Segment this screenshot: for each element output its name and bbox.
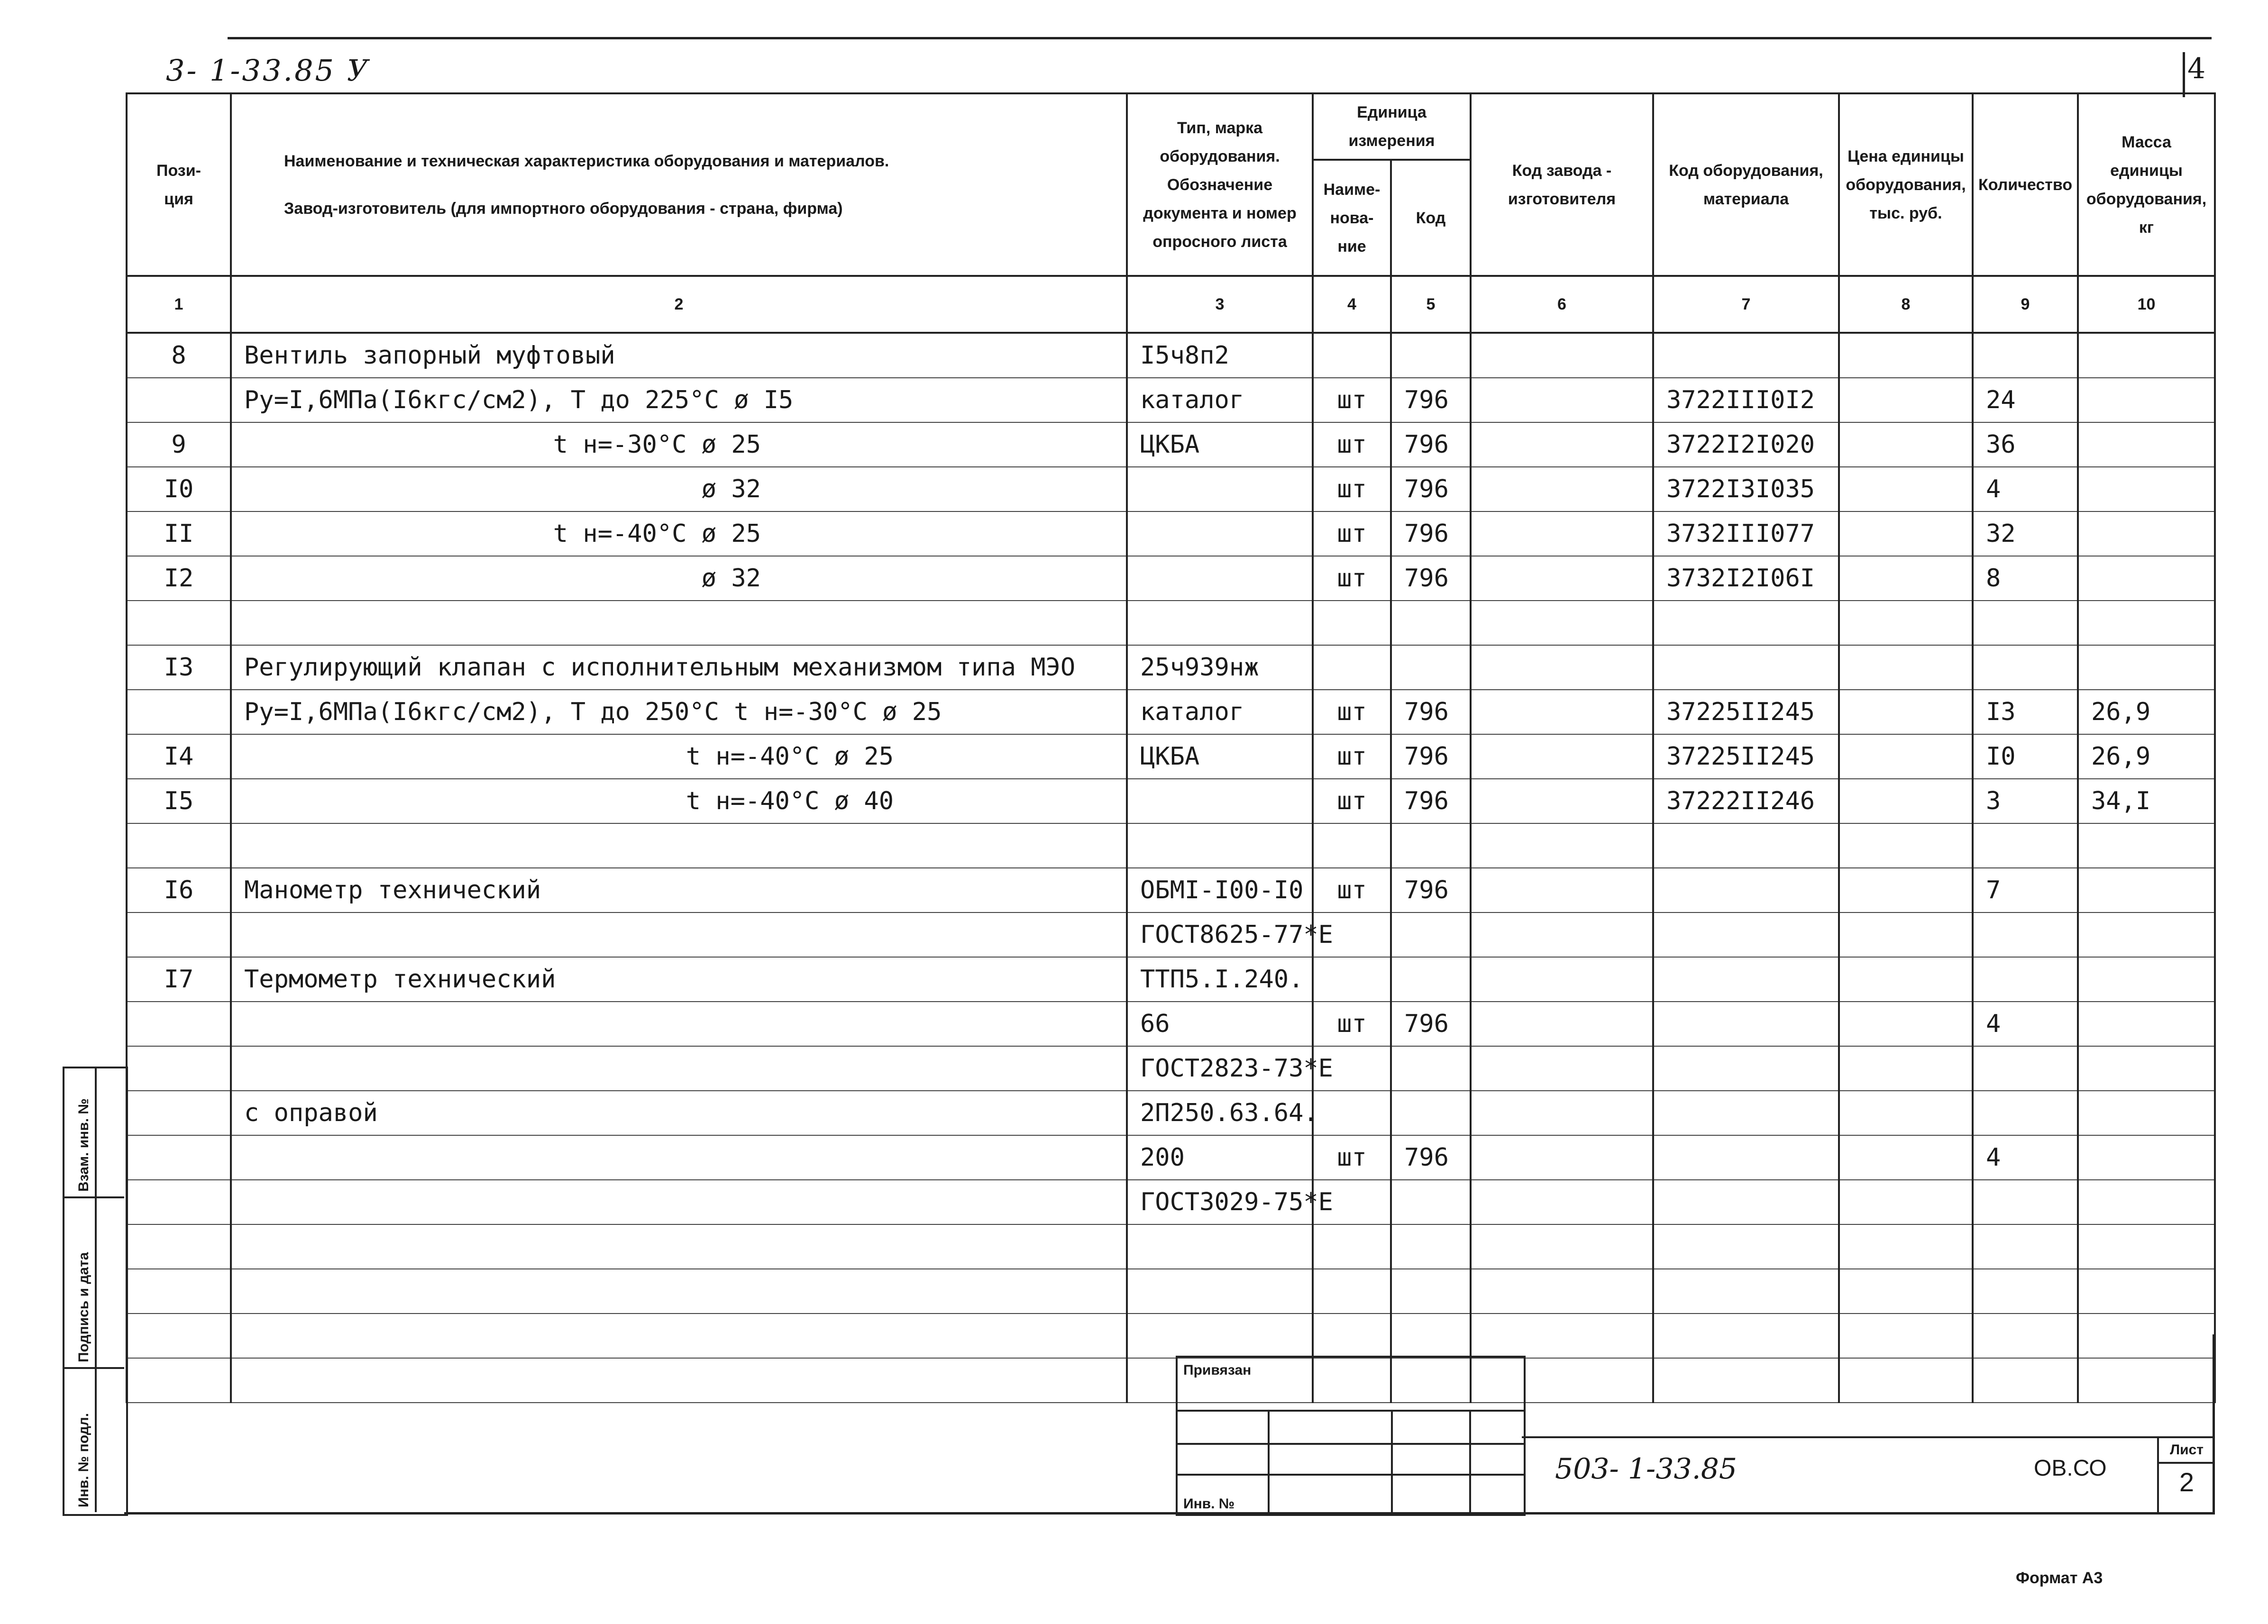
table-row [127, 1135, 2215, 1180]
cell-price [1839, 1224, 1973, 1269]
cell-uc [1391, 912, 1471, 957]
cell-pos [127, 1002, 231, 1046]
cell-uc: 796 [1391, 556, 1471, 601]
privyazan-label: Привязан [1183, 1362, 1252, 1378]
cell-pos [127, 912, 231, 957]
cell-un: шт [1313, 868, 1391, 912]
cell-uc: 796 [1391, 868, 1471, 912]
col-number: 2 [231, 276, 1127, 333]
cell-fc [1471, 1269, 1653, 1314]
cell-name: с оправой [231, 1091, 1127, 1135]
cell-mass [2078, 912, 2215, 957]
format-label: Формат А3 [2016, 1569, 2103, 1587]
cell-uc [1391, 1224, 1471, 1269]
cell-mass: 26,9 [2078, 734, 2215, 779]
col-number: 7 [1653, 276, 1839, 333]
table-row [127, 467, 2215, 511]
cell-uc: 796 [1391, 779, 1471, 823]
sidebar-podpis-label: Подпись и дата [76, 1252, 91, 1362]
cell-fc [1471, 556, 1653, 601]
cell-name: t н=-30°С ø 25 [231, 422, 1127, 467]
cell-mass [2078, 1180, 2215, 1224]
cell-un: шт [1313, 422, 1391, 467]
cell-uc: 796 [1391, 511, 1471, 556]
cell-qty [1973, 1224, 2078, 1269]
cell-pos [127, 1180, 231, 1224]
cell-price [1839, 601, 1973, 645]
table-row [127, 1269, 2215, 1314]
cell-un [1313, 1224, 1391, 1269]
cell-pos: I7 [127, 957, 231, 1002]
cell-type [1127, 779, 1313, 823]
cell-price [1839, 1091, 1973, 1135]
cell-price [1839, 779, 1973, 823]
cell-fc [1471, 511, 1653, 556]
table-row [127, 1046, 2215, 1091]
cell-name: Ру=I,6МПа(I6кгс/см2), Т до 225°С ø I5 [231, 378, 1127, 422]
cell-type: 2П250.63.64. [1127, 1091, 1313, 1135]
cell-price [1839, 333, 1973, 378]
cell-pos [127, 1135, 231, 1180]
cell-uc [1391, 823, 1471, 868]
cell-mass [2078, 511, 2215, 556]
cell-ec [1653, 868, 1839, 912]
cell-fc [1471, 912, 1653, 957]
cell-type [1127, 1269, 1313, 1314]
cell-mass [2078, 467, 2215, 511]
cell-name [231, 1269, 1127, 1314]
cell-un [1313, 1091, 1391, 1135]
col-header-equip-code: Код оборудования, материала [1653, 93, 1839, 276]
cell-type [1127, 467, 1313, 511]
cell-qty [1973, 957, 2078, 1002]
cell-qty: 8 [1973, 556, 2078, 601]
table-row [127, 1091, 2215, 1135]
cell-uc: 796 [1391, 734, 1471, 779]
cell-qty: 36 [1973, 422, 2078, 467]
cell-fc [1471, 1180, 1653, 1224]
cell-mass [2078, 1091, 2215, 1135]
cell-pos [127, 601, 231, 645]
cell-qty: 7 [1973, 868, 2078, 912]
sidebar-inv-label: Инв. № подл. [76, 1413, 91, 1507]
table-row [127, 645, 2215, 690]
cell-price [1839, 1269, 1973, 1314]
cell-un: шт [1313, 1135, 1391, 1180]
cell-un [1313, 333, 1391, 378]
cell-price [1839, 645, 1973, 690]
table-row [127, 734, 2215, 779]
cell-pos: I5 [127, 779, 231, 823]
cell-name: Термометр технический [231, 957, 1127, 1002]
cell-mass [2078, 1224, 2215, 1269]
title-stamp [1522, 1436, 2213, 1514]
cell-qty [1973, 645, 2078, 690]
cell-price [1839, 467, 1973, 511]
col-number: 9 [1973, 276, 2078, 333]
cell-type: каталог [1127, 378, 1313, 422]
table-row [127, 601, 2215, 645]
cell-fc [1471, 601, 1653, 645]
cell-mass [2078, 1135, 2215, 1180]
cell-qty: 32 [1973, 511, 2078, 556]
cell-type [1127, 1224, 1313, 1269]
table-row [127, 556, 2215, 601]
cell-qty: 4 [1973, 467, 2078, 511]
cell-un: шт [1313, 779, 1391, 823]
cell-un: шт [1313, 1002, 1391, 1046]
cell-pos [127, 1269, 231, 1314]
page-number-divider [2183, 52, 2185, 97]
cell-mass: 34,I [2078, 779, 2215, 823]
cell-ec [1653, 645, 1839, 690]
cell-price [1839, 422, 1973, 467]
cell-mass [2078, 601, 2215, 645]
top-border-line [228, 37, 2212, 39]
cell-un: шт [1313, 467, 1391, 511]
inv-no-label: Инв. № [1183, 1496, 1235, 1512]
specification-table [126, 92, 2216, 1403]
cell-ec [1653, 957, 1839, 1002]
cell-name [231, 912, 1127, 957]
stamp-doc-code: 503- 1-33.85 [1555, 1452, 1738, 1486]
col-header-pos: Пози- ция [127, 93, 231, 276]
cell-uc [1391, 333, 1471, 378]
cell-qty: I3 [1973, 690, 2078, 734]
cell-price [1839, 823, 1973, 868]
cell-uc [1391, 601, 1471, 645]
cell-qty [1973, 823, 2078, 868]
cell-fc [1471, 690, 1653, 734]
cell-fc [1471, 467, 1653, 511]
cell-pos [127, 378, 231, 422]
cell-mass [2078, 422, 2215, 467]
cell-ec [1653, 1002, 1839, 1046]
col-header-unit-code: Код [1391, 160, 1471, 276]
cell-price [1839, 957, 1973, 1002]
cell-uc: 796 [1391, 1135, 1471, 1180]
col-header-unit-name: Наиме-нова-ние [1313, 160, 1391, 276]
cell-ec [1653, 1224, 1839, 1269]
col-number: 5 [1391, 276, 1471, 333]
cell-price [1839, 1135, 1973, 1180]
sidebar-inv [64, 1369, 124, 1512]
page-number-top: 4 [2187, 52, 2206, 85]
cell-ec: 37225II245 [1653, 734, 1839, 779]
cell-uc [1391, 645, 1471, 690]
table-row [127, 823, 2215, 868]
cell-uc: 796 [1391, 467, 1471, 511]
cell-ec [1653, 1269, 1839, 1314]
table-row [127, 957, 2215, 1002]
cell-uc: 796 [1391, 378, 1471, 422]
col-number: 6 [1471, 276, 1653, 333]
sidebar-podpis [64, 1198, 124, 1369]
cell-price [1839, 912, 1973, 957]
cell-ec: 3722III0I2 [1653, 378, 1839, 422]
cell-uc [1391, 1269, 1471, 1314]
cell-fc [1471, 868, 1653, 912]
cell-ec [1653, 912, 1839, 957]
cell-name: t н=-40°С ø 25 [231, 511, 1127, 556]
cell-uc [1391, 957, 1471, 1002]
cell-type: 200 [1127, 1135, 1313, 1180]
sheet-box [2157, 1438, 2214, 1514]
col-number: 8 [1839, 276, 1973, 333]
sheet-value: 2 [2179, 1467, 2195, 1497]
cell-ec [1653, 333, 1839, 378]
cell-name [231, 1224, 1127, 1269]
cell-name: ø 32 [231, 467, 1127, 511]
cell-un [1313, 957, 1391, 1002]
col-header-factory-code: Код завода - изготовителя [1471, 93, 1653, 276]
col-number: 1 [127, 276, 231, 333]
cell-type: ЦКБА [1127, 422, 1313, 467]
cell-fc [1471, 823, 1653, 868]
cell-uc: 796 [1391, 1002, 1471, 1046]
cell-name [231, 823, 1127, 868]
cell-fc [1471, 957, 1653, 1002]
col-number: 4 [1313, 276, 1391, 333]
cell-ec: 3732I2I06I [1653, 556, 1839, 601]
cell-un: шт [1313, 556, 1391, 601]
cell-ec [1653, 1091, 1839, 1135]
cell-fc [1471, 1046, 1653, 1091]
cell-qty [1973, 912, 2078, 957]
stamp-mark: ОВ.СО [2034, 1456, 2107, 1481]
cell-name: Манометр технический [231, 868, 1127, 912]
cell-fc [1471, 1135, 1653, 1180]
cell-pos [127, 823, 231, 868]
cell-uc [1391, 1180, 1471, 1224]
cell-un [1313, 823, 1391, 868]
col-header-name: Наименование и техническая характеристика оборудования и материалов. Завод-изготовитель (для импортного оборудования - страна, фирма) [231, 93, 1127, 276]
cell-type: ГОСТ3029-75*Е [1127, 1180, 1313, 1224]
cell-fc [1471, 645, 1653, 690]
cell-mass [2078, 556, 2215, 601]
cell-ec [1653, 1135, 1839, 1180]
table-row [127, 912, 2215, 957]
cell-type: 25ч939нж [1127, 645, 1313, 690]
cell-price [1839, 378, 1973, 422]
cell-un: шт [1313, 378, 1391, 422]
cell-type [1127, 823, 1313, 868]
col-header-mass: Масса единицы оборудования, кг [2078, 93, 2215, 276]
cell-price [1839, 1002, 1973, 1046]
cell-fc [1471, 1091, 1653, 1135]
cell-name: t н=-40°С ø 40 [231, 779, 1127, 823]
cell-type [1127, 511, 1313, 556]
cell-fc [1471, 1002, 1653, 1046]
table-row [127, 1224, 2215, 1269]
cell-name: t н=-40°С ø 25 [231, 734, 1127, 779]
cell-un [1313, 1269, 1391, 1314]
cell-mass [2078, 823, 2215, 868]
cell-name: Регулирующий клапан с исполнительным механизмом типа МЭО [231, 645, 1127, 690]
sidebar-vzam [64, 1068, 124, 1198]
cell-qty [1973, 333, 2078, 378]
cell-pos: II [127, 511, 231, 556]
cell-ec: 37222II246 [1653, 779, 1839, 823]
table-row [127, 779, 2215, 823]
cell-mass [2078, 378, 2215, 422]
cell-uc: 796 [1391, 422, 1471, 467]
cell-fc [1471, 378, 1653, 422]
cell-pos: 9 [127, 422, 231, 467]
cell-type: ГОСТ8625-77*Е [1127, 912, 1313, 957]
cell-ec: 37225II245 [1653, 690, 1839, 734]
cell-ec [1653, 601, 1839, 645]
cell-type: 66 [1127, 1002, 1313, 1046]
privyazan-block [1176, 1356, 1526, 1516]
cell-un [1313, 601, 1391, 645]
sheet-label: Лист [2159, 1438, 2214, 1464]
cell-pos: 8 [127, 333, 231, 378]
cell-type: ТТП5.I.240. [1127, 957, 1313, 1002]
cell-pos [127, 1046, 231, 1091]
table-row [127, 1180, 2215, 1224]
cell-mass [2078, 868, 2215, 912]
cell-pos [127, 1091, 231, 1135]
cell-pos [127, 690, 231, 734]
cell-type: ОБМI-I00-I0 [1127, 868, 1313, 912]
cell-qty [1973, 1091, 2078, 1135]
table-row [127, 690, 2215, 734]
cell-qty [1973, 1269, 2078, 1314]
cell-type: ГОСТ2823-73*Е [1127, 1046, 1313, 1091]
cell-name [231, 1180, 1127, 1224]
cell-qty: 24 [1973, 378, 2078, 422]
cell-qty: I0 [1973, 734, 2078, 779]
cell-qty [1973, 1180, 2078, 1224]
cell-uc: 796 [1391, 690, 1471, 734]
cell-mass [2078, 1002, 2215, 1046]
table-row [127, 422, 2215, 467]
cell-name: Ру=I,6МПа(I6кгс/см2), Т до 250°С t н=-30°С ø 25 [231, 690, 1127, 734]
cell-qty [1973, 601, 2078, 645]
cell-ec: 3722I2I020 [1653, 422, 1839, 467]
cell-price [1839, 868, 1973, 912]
cell-type: каталог [1127, 690, 1313, 734]
cell-name [231, 1046, 1127, 1091]
cell-mass [2078, 1269, 2215, 1314]
cell-price [1839, 1180, 1973, 1224]
cell-ec [1653, 1046, 1839, 1091]
table-row [127, 333, 2215, 378]
cell-pos: I6 [127, 868, 231, 912]
cell-pos: I2 [127, 556, 231, 601]
cell-name [231, 601, 1127, 645]
cell-un [1313, 645, 1391, 690]
cell-mass: 26,9 [2078, 690, 2215, 734]
cell-pos: I3 [127, 645, 231, 690]
table-row [127, 511, 2215, 556]
cell-fc [1471, 1224, 1653, 1269]
cell-mass [2078, 1046, 2215, 1091]
cell-pos: I0 [127, 467, 231, 511]
cell-pos [127, 1224, 231, 1269]
cell-name: Вентиль запорный муфтовый [231, 333, 1127, 378]
cell-name [231, 1135, 1127, 1180]
cell-fc [1471, 779, 1653, 823]
cell-fc [1471, 333, 1653, 378]
col-header-unit-group: Единица измерения [1313, 93, 1471, 160]
cell-name: ø 32 [231, 556, 1127, 601]
col-header-qty: Количество [1973, 93, 2078, 276]
cell-ec [1653, 1180, 1839, 1224]
cell-qty: 3 [1973, 779, 2078, 823]
cell-ec: 3732III077 [1653, 511, 1839, 556]
cell-qty: 4 [1973, 1002, 2078, 1046]
cell-type: ЦКБА [1127, 734, 1313, 779]
table-row [127, 1002, 2215, 1046]
cell-type: I5ч8п2 [1127, 333, 1313, 378]
table-row [127, 868, 2215, 912]
cell-qty [1973, 1046, 2078, 1091]
cell-price [1839, 734, 1973, 779]
left-margin-stamp [63, 1067, 128, 1516]
cell-mass [2078, 645, 2215, 690]
cell-fc [1471, 422, 1653, 467]
cell-price [1839, 511, 1973, 556]
cell-qty: 4 [1973, 1135, 2078, 1180]
col-number: 10 [2078, 276, 2215, 333]
cell-mass [2078, 333, 2215, 378]
cell-un: шт [1313, 690, 1391, 734]
cell-ec [1653, 823, 1839, 868]
cell-type [1127, 556, 1313, 601]
cell-pos: I4 [127, 734, 231, 779]
cell-uc [1391, 1091, 1471, 1135]
cell-uc [1391, 1046, 1471, 1091]
cell-un: шт [1313, 734, 1391, 779]
cell-price [1839, 1046, 1973, 1091]
cell-fc [1471, 734, 1653, 779]
col-number: 3 [1127, 276, 1313, 333]
col-header-type: Тип, марка оборудования. Обозначение документа и номер опросного листа [1127, 93, 1313, 276]
cell-type [1127, 601, 1313, 645]
cell-price [1839, 690, 1973, 734]
cell-name [231, 1002, 1127, 1046]
cell-un: шт [1313, 511, 1391, 556]
col-header-price: Цена единицы оборудования, тыс. руб. [1839, 93, 1973, 276]
table-row [127, 378, 2215, 422]
sidebar-vzam-label: Взам. инв. № [76, 1098, 91, 1192]
cell-mass [2078, 957, 2215, 1002]
cell-price [1839, 556, 1973, 601]
cell-ec: 3722I3I035 [1653, 467, 1839, 511]
doc-code-top: 3- 1-33.85 У [166, 53, 370, 88]
